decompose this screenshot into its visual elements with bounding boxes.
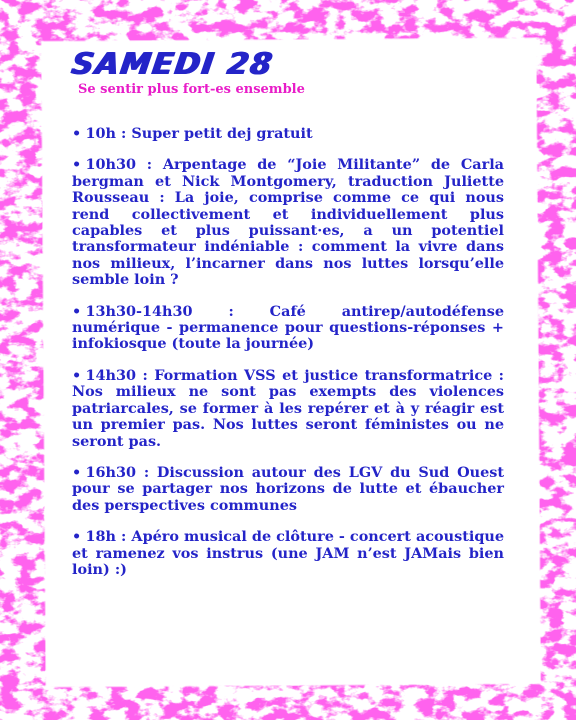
bullet-icon: •: [72, 302, 82, 320]
bullet-icon: •: [72, 463, 82, 481]
page-subtitle: Se sentir plus fort-es ensemble: [78, 82, 305, 97]
schedule-item-text: 14h30 : Formation VSS et justice transformatrice : Nos milieux ne sont pas exempts des violences patriarcales, se former à les repérer et à y réagir est un premier pas. Nos luttes seront féministes ou ne seront pas.: [72, 366, 504, 450]
schedule-item-text: 13h30-14h30 : Café antirep/autodéfense numérique - permanence pour questions-réponses + infokiosque (toute la journée): [72, 302, 504, 353]
schedule-item: [72, 157, 504, 288]
bullet-icon: •: [72, 125, 82, 142]
schedule-item: [72, 126, 504, 142]
schedule-item: [72, 304, 504, 353]
schedule-item: [72, 529, 504, 578]
schedule-item-text: 18h : Apéro musical de clôture - concert acoustique et ramenez vos instrus (une JAM n’est JAMais bien loin) :): [72, 528, 504, 578]
schedule-item-text: 10h : Super petit dej gratuit: [85, 125, 313, 142]
program-content: [69, 47, 504, 593]
schedule-item-text: 16h30 : Discussion autour des LGV du Sud Ouest pour se partager nos horizons de lutte et ébaucher des perspectives communes: [72, 463, 504, 514]
page-title: SAMEDI 28: [69, 47, 276, 82]
schedule-item: [72, 368, 504, 450]
bullet-icon: •: [72, 156, 82, 174]
bullet-icon: •: [72, 366, 82, 384]
schedule-item: [72, 465, 504, 514]
schedule-item-text: 10h30 : Arpentage de “Joie Militante” de Carla bergman et Nick Montgomery, traduction Juliette Rousseau : La joie, comprise comme ce qui nous rend collectivement et individuellement plus capables et plus puissant·es, a un potentiel transformateur indéniable : comment la vivre dans nos milieux, l’incarner dans nos luttes lorsqu’elle semble loin ?: [72, 156, 504, 289]
schedule-list: [72, 126, 504, 578]
bullet-icon: •: [72, 528, 82, 546]
